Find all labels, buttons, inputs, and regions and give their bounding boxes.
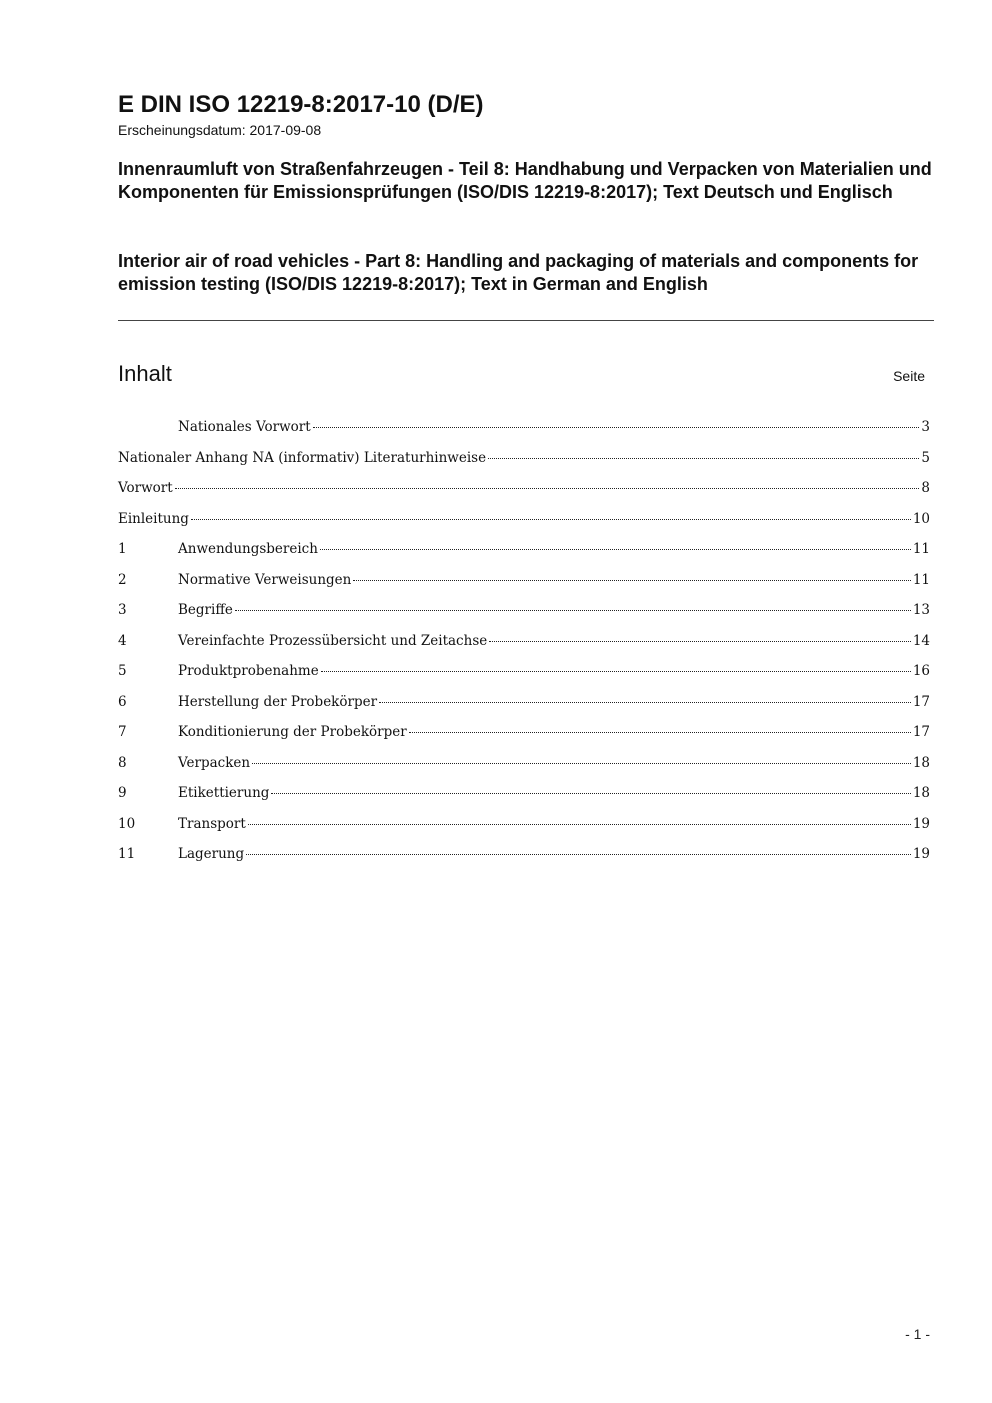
toc-entry-text: Einleitung (118, 510, 189, 527)
toc-dot-leader (409, 732, 911, 733)
toc-dot-leader (246, 854, 911, 855)
toc-entry-page: 11 (912, 571, 930, 588)
toc-dot-leader (271, 793, 910, 794)
publication-date: Erscheinungsdatum: 2017-09-08 (118, 122, 322, 138)
toc-entry-number: 1 (118, 541, 127, 557)
toc-entry-text: Produktprobenahme (178, 663, 319, 679)
toc-heading: Inhalt (118, 361, 172, 386)
toc-entry[interactable] (118, 414, 930, 445)
toc-entry-text: Konditionierung der Probekörper (178, 724, 407, 740)
title-divider (118, 320, 934, 321)
toc-dot-leader (320, 549, 911, 550)
english-title: Interior air of road vehicles - Part 8: Handling and packaging of materials and components for emission testing (ISO/DIS 12219-8:2017); Text in German and English (118, 251, 919, 294)
toc-entry[interactable] (118, 567, 930, 598)
toc-entry-text: Normative Verweisungen (178, 571, 352, 588)
toc-entry-text: Etikettierung (178, 785, 270, 801)
toc-entry-page: 11 (912, 541, 930, 557)
toc-entry-number: 3 (118, 602, 127, 618)
toc-dot-leader (235, 610, 911, 611)
toc-entry[interactable] (118, 536, 930, 567)
toc-entry-page: 3 (921, 419, 930, 435)
toc-entry-text: Transport (178, 815, 246, 832)
toc-entry[interactable] (118, 445, 930, 476)
toc-dot-leader (488, 458, 919, 459)
page-number: - 1 - (905, 1326, 930, 1342)
toc-dot-leader (252, 763, 911, 764)
toc-entry-text: Verpacken (178, 754, 251, 771)
toc-dot-leader (175, 488, 920, 489)
toc-entry[interactable] (118, 811, 930, 842)
toc-entry-text: Begriffe (178, 602, 233, 618)
toc-dot-leader (489, 641, 911, 642)
toc-entry-page: 13 (912, 602, 930, 618)
toc-entry[interactable] (118, 628, 930, 659)
toc-entry-text: Herstellung der Probekörper (178, 693, 378, 710)
toc-entry[interactable] (118, 719, 930, 750)
toc-entry-page: 17 (912, 693, 930, 710)
toc-entry-page: 19 (912, 846, 930, 862)
toc-entry-page: 18 (912, 785, 930, 801)
toc-entry-text: Nationales Vorwort (178, 419, 311, 435)
toc-entry-text: Vorwort (118, 480, 173, 496)
toc-entry-page: 18 (912, 754, 930, 771)
toc-entry-number: 4 (118, 632, 127, 649)
toc-entry[interactable] (118, 841, 930, 872)
toc-entry-number: 10 (118, 815, 136, 832)
toc-entry[interactable] (118, 689, 930, 720)
toc-entry-number: 2 (118, 571, 127, 588)
toc-entry[interactable] (118, 597, 930, 628)
toc-entry-text: Anwendungsbereich (178, 541, 318, 557)
toc-entry[interactable] (118, 750, 930, 781)
toc-dot-leader (313, 427, 920, 428)
toc-entry-number: 11 (118, 846, 136, 862)
toc-entry-page: 17 (912, 724, 930, 740)
german-title: Innenraumluft von Straßenfahrzeugen - Teil 8: Handhabung und Verpacken von Materialien und Komponenten für Emissionsprüfungen (ISO/DIS 12219-8:2017); Text Deutsch und Englisch (118, 159, 932, 202)
toc-entry-page: 19 (912, 815, 930, 832)
toc-entry-text: Vereinfachte Prozessübersicht und Zeitachse (178, 632, 488, 649)
toc-entry-text: Lagerung (178, 846, 245, 862)
toc-entry[interactable] (118, 658, 930, 689)
toc-dot-leader (321, 671, 911, 672)
toc-page-column-label: Seite (893, 368, 925, 384)
document-id-title: E DIN ISO 12219-8:2017-10 (D/E) (118, 91, 484, 118)
toc-entry-page: 14 (912, 632, 930, 649)
toc-entry-number: 5 (118, 663, 127, 679)
toc-dot-leader (353, 580, 910, 581)
toc-entry-number: 7 (118, 724, 127, 740)
toc-entry-page: 16 (912, 663, 930, 679)
toc-entry-number: 6 (118, 693, 127, 710)
toc-dot-leader (379, 702, 911, 703)
toc-entry[interactable] (118, 475, 930, 506)
toc-entry[interactable] (118, 506, 930, 537)
toc-entry-text: Nationaler Anhang NA (informativ) Literaturhinweise (118, 449, 487, 466)
toc-dot-leader (248, 824, 911, 825)
toc-entry[interactable] (118, 780, 930, 811)
toc-entry-page: 10 (912, 510, 930, 527)
toc-entry-number: 8 (118, 754, 127, 771)
toc-entry-number: 9 (118, 785, 127, 801)
toc-entry-page: 5 (921, 449, 930, 466)
toc-dot-leader (191, 519, 911, 520)
table-of-contents (118, 414, 930, 872)
toc-entry-page: 8 (921, 480, 930, 496)
